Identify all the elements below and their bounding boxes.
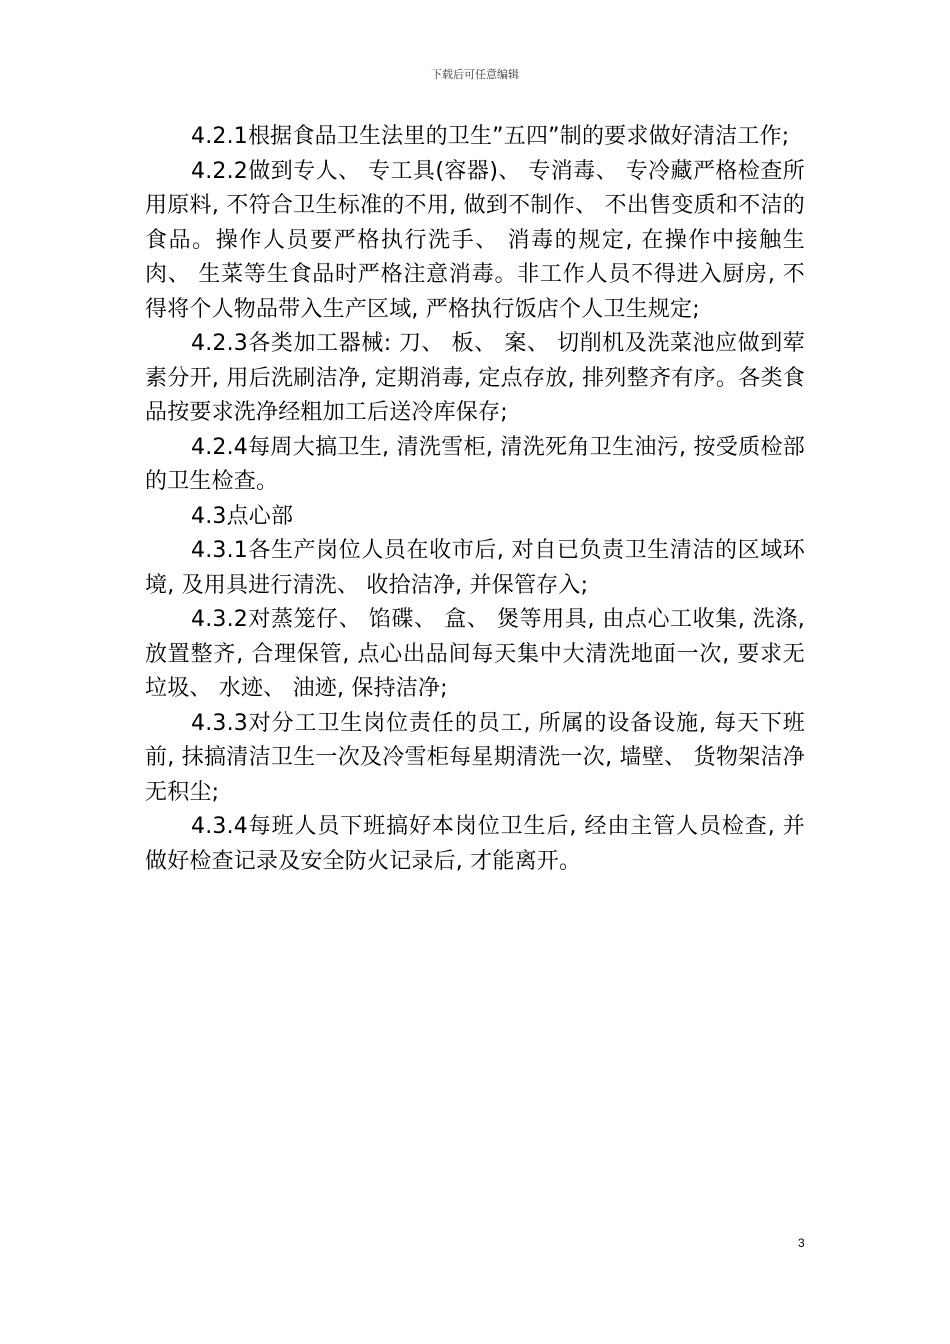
page-number: 3	[798, 1236, 805, 1250]
paragraph-4-3-3: 4.3.3对分工卫生岗位责任的员工, 所属的设备设施, 每天下班前, 抹搞清洁卫生一次及冷雪柜每星期清洗一次, 墙壁、 货物架洁净无积尘;	[145, 710, 805, 805]
paragraph-4-2-3: 4.2.3各类加工器械: 刀、 板、 案、 切削机及洗菜池应做到荤素分开, 用后洗刷洁净, 定期消毒, 定点存放, 排列整齐有序。各类食品按要求洗净经粗加工后送冷库保存;	[145, 331, 805, 425]
document-body	[145, 120, 805, 879]
paragraph-4-2-2: 4.2.2做到专人、 专工具(容器)、 专消毒、 专冷藏严格检查所用原料, 不符合卫生标准的不用, 做到不制作、 不出售变质和不洁的食品。操作人员要严格执行洗手、 消毒的规定, 在操作中接触生肉、 生菜等生食品时严格注意消毒。非工作人员不得进入厨房, 不得将个人物品带入生产区域, 严格执行饭店个人卫生规定;	[145, 158, 805, 322]
paragraph-4-3-1: 4.3.1各生产岗位人员在收市后, 对自已负责卫生清洁的区域环境, 及用具进行清洗、 收拾洁净, 并保管存入;	[145, 538, 805, 598]
page-header: 下载后可任意编辑	[431, 68, 519, 81]
section-heading-4-3: 4.3点心部	[191, 503, 294, 529]
paragraph-4-3-4: 4.3.4每班人员下班搞好本岗位卫生后, 经由主管人员检查, 并做好检查记录及安全防火记录后, 才能离开。	[145, 814, 805, 874]
paragraph-4-2-1: 4.2.1根据食品卫生法里的卫生”五四”制的要求做好清洁工作;	[191, 124, 790, 149]
paragraph-4-3-2: 4.3.2对蒸笼仔、 馅碟、 盒、 煲等用具, 由点心工收集, 洗涤, 放置整齐, 合理保管, 点心出品间每天集中大清洗地面一次, 要求无垃圾、 水迹、 油迹, 保持洁净;	[145, 607, 805, 701]
paragraph-4-2-4: 4.2.4每周大搞卫生, 清洗雪柜, 清洗死角卫生油污, 按受质检部的卫生检查。	[145, 434, 805, 494]
